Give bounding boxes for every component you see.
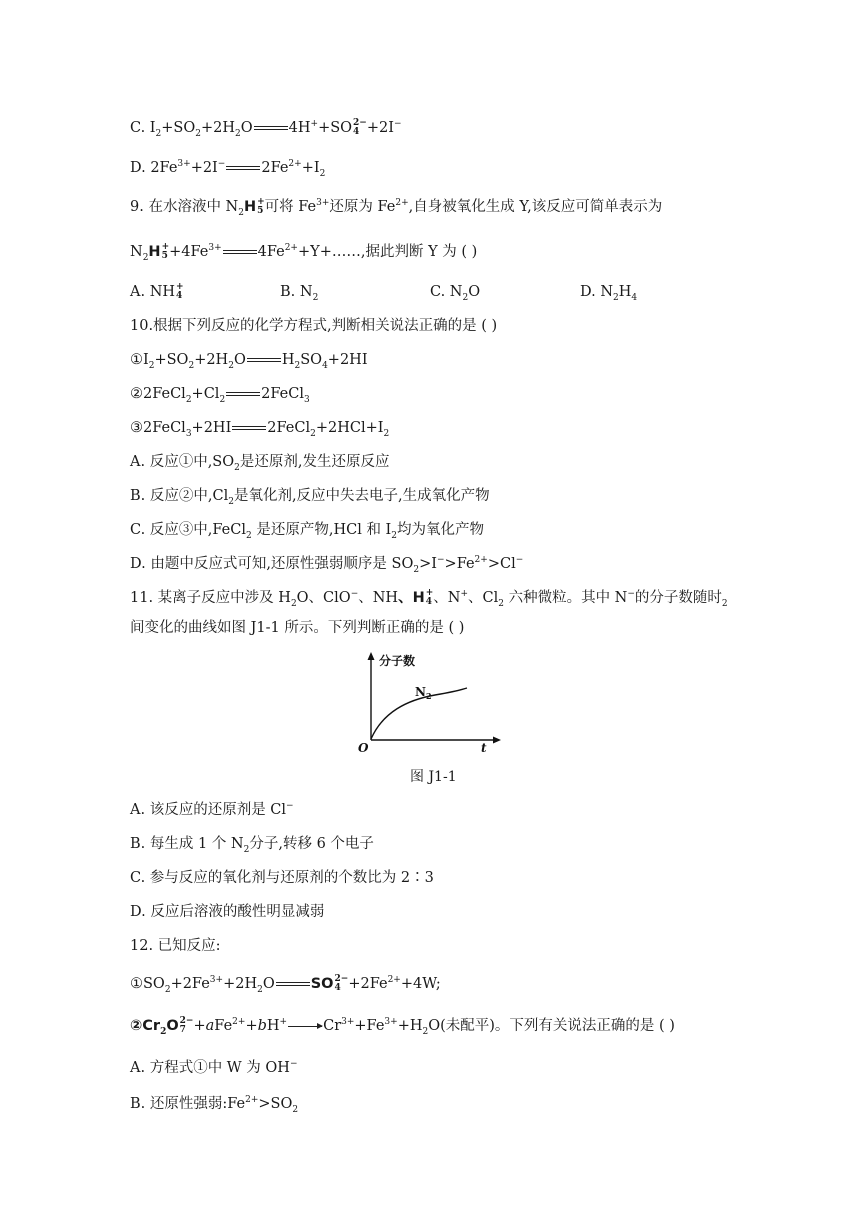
q12-option-b: B. 还原性强弱$:Fe^{2+}>SO_2$ [130,1095,299,1115]
q10-option-c: C. 反应③中,FeCl$_2$ 是还原产物,HCl 和 $I_2$均为氧化产物 [130,522,485,541]
y-axis-label: 分子数 [379,654,416,668]
q9-option-a: A. NH + 4 [130,282,184,301]
q8-option-c: C. $I_2+SO_2+2H_2O$ 4H++SO 2− 4 +2I− [130,118,402,139]
q9-option-b: B. $N_2$ [280,284,319,303]
equals-sign [232,426,266,430]
q10-reaction-1: $①I_2+SO_2+2H_2O$ $H_2SO_4+2HI$ [130,352,368,371]
q11-option-a: A. 该反应的还原剂是 Cl− [130,801,294,818]
equals-sign [247,358,281,362]
equals-sign [254,126,288,130]
figure-caption: 图 J1-1 [410,769,457,785]
q10-stem: 10.根据下列反应的化学方程式,判断相关说法正确的是 ( ) [130,318,498,334]
q9-option-d: D. $N_2H_4$ [580,284,638,303]
q12-reaction-2: $②Cr_2O$ 2− 7 +aFe$^{2+}$+bH+ $Cr^{3+}+Fe^{3+}+H_2O$(未配平)。下列有关说法正确的是 ( ) [130,1016,675,1037]
equals-sign [276,982,310,986]
q10-reaction-2: $②2FeCl_2+Cl_2$ 2FeCl$_3$ [130,386,310,405]
equals-sign [226,392,260,396]
q11-option-d: D. 反应后溶液的酸性明显减弱 [130,904,325,920]
equals-sign [226,166,260,170]
q12-option-a: A. 方程式①中 W 为 OH− [130,1059,298,1076]
q10-option-a: A. 反应①中$,SO_2$是还原剂,发生还原反应 [130,454,390,473]
q11-stem-line1: 11. 某离子反应中涉及 $H_2O$、ClO−、NH、H + 4 、N+、$Cl_2$ 六种微粒。其中 N−的分子数随时$_2$ [130,588,728,609]
q11-option-c: C. 参与反应的氧化剂与还原剂的个数比为 2∶3 [130,870,434,886]
curve-label: $N_2$ [415,685,432,701]
q9-option-c: C. $N_2O$ [430,284,481,303]
q10-option-d: D. 由题中反应式可知,还原性强弱顺序是 $SO_2>I^->Fe^{2+}>Cl^-$ [130,555,524,575]
q10-option-b: B. 反应②中$,Cl_2$是氧化剂,反应中失去电子,生成氧化产物 [130,488,490,507]
origin-label: O [358,741,369,755]
x-axis-label: t [481,741,487,755]
q9-stem-line1: 9. 在水溶液中 $N_2H$ + 5 可将 $Fe^{3+}$还原为 $Fe^{2+}$,自身被氧化生成 Y,该反应可简单表示为 [130,197,663,218]
x-axis-arrow [493,737,501,744]
q12-reaction-1: $①SO_2+2Fe^{3+}+2H_2O$ SO 2− 4 $+2Fe^{2+}+4W$; [130,974,441,995]
equals-sign [223,250,257,254]
q9-stem-line2: $N_2H$ + 5 $+4Fe^{3+}$ $4Fe^{2+}+Y+\dots\dots$,据此判断 Y 为 ( ) [130,242,478,263]
reaction-arrow [288,1026,322,1027]
q11-stem-line2: 间变化的曲线如图 J1-1 所示。下列判断正确的是 ( ) [130,620,465,636]
q10-reaction-3: ③2FeCl$_3$+2HI $2FeCl_2+2HCl+I_2$ [130,420,390,439]
figure-j1-1 [355,650,515,756]
q11-option-b: B. 每生成 1 个 $N_2$分子,转移 6 个电子 [130,836,374,855]
q12-stem: 12. 已知反应: [130,938,221,954]
y-axis-arrow [368,652,375,660]
q8-option-d: D. $2Fe^{3+}+2I^-$ $2Fe^{2+}+I_2$ [130,159,326,179]
